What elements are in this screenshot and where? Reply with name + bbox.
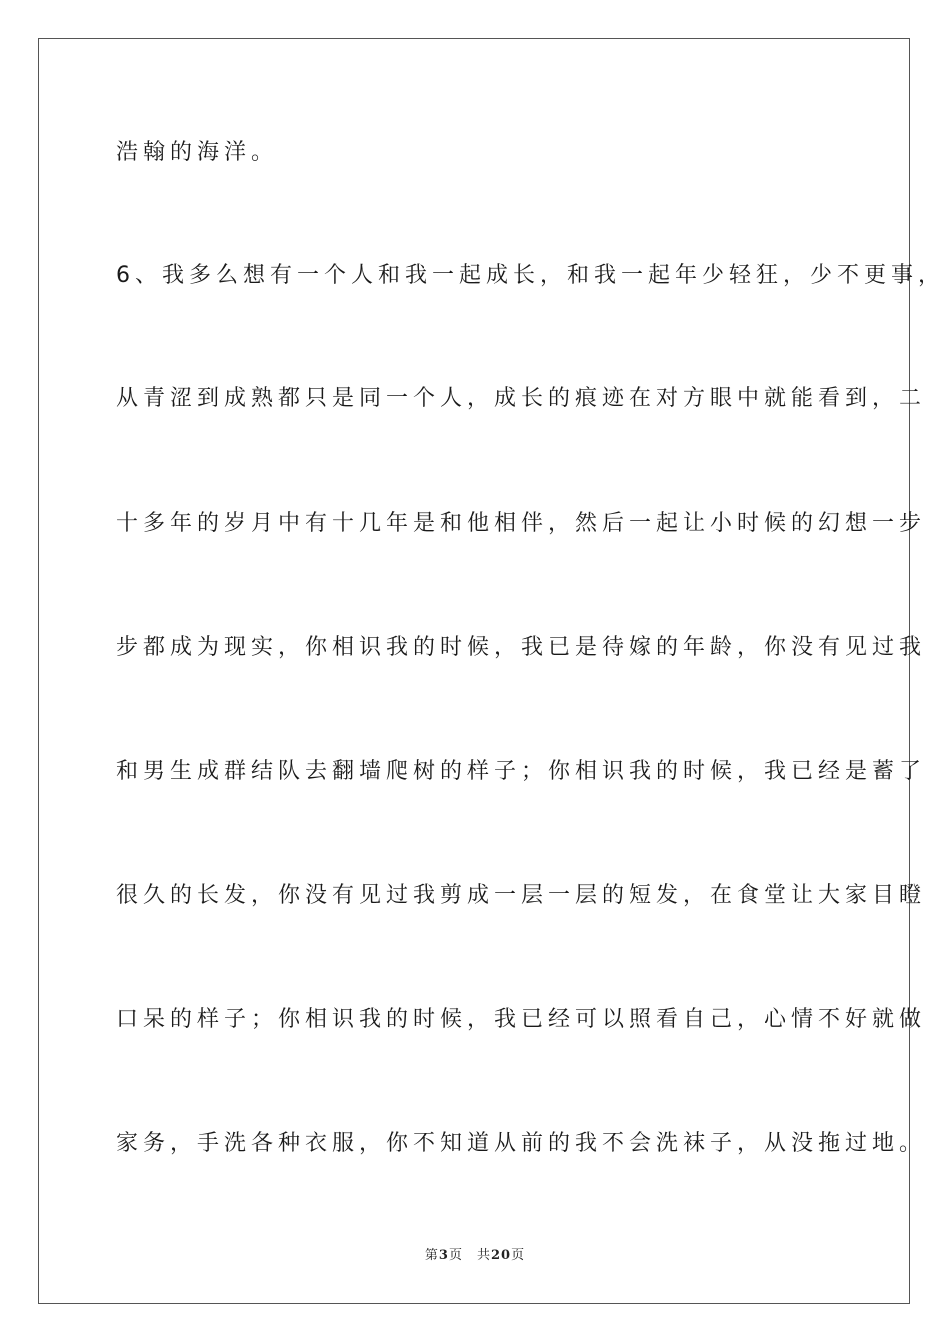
body-text-line: 步都成为现实，你相识我的时候，我已是待嫁的年龄，你没有见过我 (116, 635, 927, 660)
page-border (38, 38, 945, 1304)
page-suffix: 页 (448, 1248, 463, 1263)
body-text-line: 十多年的岁月中有十几年是和他相伴，然后一起让小时候的幻想一步 (116, 511, 927, 536)
page-prefix: 第 (424, 1248, 439, 1263)
body-text-line: 浩翰的海洋。 (116, 140, 279, 165)
body-text-line: 家务，手洗各种衣服，你不知道从前的我不会洗袜子，从没拖过地。 (116, 1131, 927, 1156)
total-pages: 20 (490, 1248, 512, 1263)
body-text-line: 和男生成群结队去翻墙爬树的样子；你相识我的时候，我已经是蓄了 (116, 759, 927, 784)
total-suffix: 页 (511, 1248, 526, 1263)
body-text-line: 口呆的样子；你相识我的时候，我已经可以照看自己，心情不好就做 (116, 1007, 927, 1032)
total-prefix: 共 (476, 1248, 491, 1263)
body-text-line: 很久的长发，你没有见过我剪成一层一层的短发，在食堂让大家目瞪 (116, 883, 927, 908)
page-footer (0, 1244, 950, 1263)
body-text-line: 从青涩到成熟都只是同一个人，成长的痕迹在对方眼中就能看到，二 (116, 386, 927, 411)
body-text-line: 6、我多么想有一个人和我一起成长，和我一起年少轻狂，少不更事， (116, 263, 945, 288)
page-number: 3 (438, 1248, 449, 1263)
